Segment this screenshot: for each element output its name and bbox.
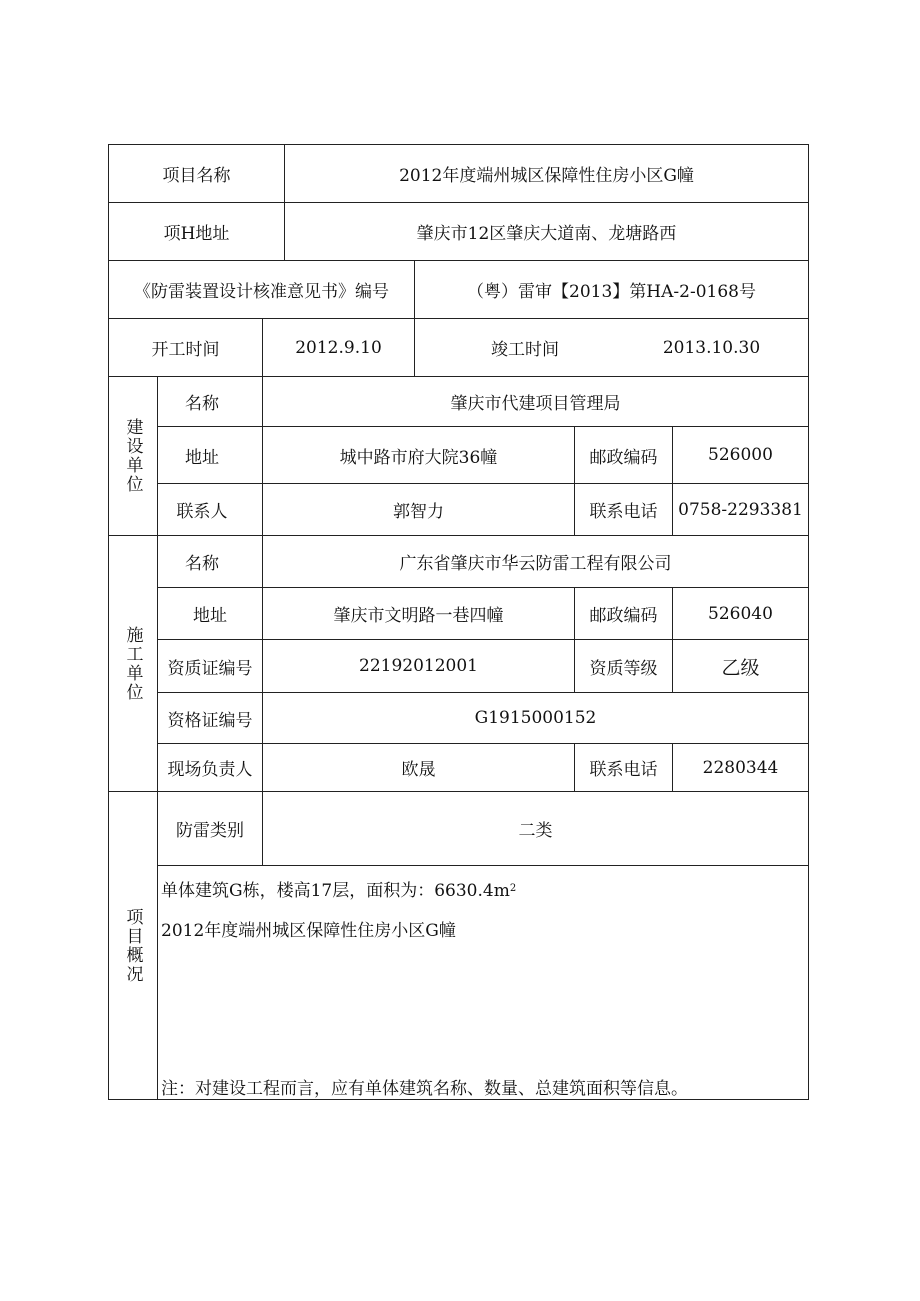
contractor-phone-value: 2280344	[702, 757, 779, 778]
area-unit-superscript: 2	[509, 882, 517, 894]
builder-phone-label: 联系电话	[589, 502, 658, 522]
project-address-label: 项H地址	[163, 224, 230, 244]
builder-phone-value: 0758-2293381	[678, 499, 803, 520]
start-date-value: 2012.9.10	[295, 337, 382, 358]
builder-postcode-value: 526000	[708, 445, 773, 465]
builder-section-text: 建设单位	[122, 418, 143, 494]
contractor-manager-label: 现场负责人	[167, 760, 253, 780]
overview-section-text: 项目概况	[122, 907, 143, 984]
contractor-section-label	[109, 536, 157, 791]
builder-contact-value: 郭智力	[393, 502, 444, 522]
builder-name-label: 名称	[185, 394, 219, 414]
contractor-name-value: 广东省肇庆市华云防雷工程有限公司	[399, 554, 672, 574]
project-name-value: 2012年度端州城区保障性住房小区G幢	[399, 166, 694, 186]
contractor-address-value: 肇庆市文明路一巷四幢	[333, 606, 504, 626]
lightning-category-value: 二类	[518, 821, 553, 841]
overview-line-2: 2012年度端州城区保障性住房小区G幢	[161, 920, 456, 941]
contractor-grade-value: 乙级	[721, 656, 760, 679]
builder-postcode-label: 邮政编码	[589, 447, 658, 468]
lightning-category-label: 防雷类别	[176, 821, 244, 841]
project-name-label: 项目名称	[162, 166, 231, 186]
contractor-cert-value: 22192012001	[359, 656, 478, 676]
contractor-postcode-label: 邮政编码	[589, 606, 658, 626]
contractor-cert-label: 资质证编号	[167, 658, 253, 679]
contractor-address-label: 地址	[193, 606, 227, 626]
contractor-phone-label: 联系电话	[589, 760, 658, 780]
finish-date-value: 2013.10.30	[662, 337, 761, 358]
opinion-number-value: （粤）雷审【2013】第HA-2-0168号	[467, 282, 756, 302]
contractor-grade-label: 资质等级	[589, 658, 658, 679]
finish-date-label: 竣工时间	[491, 340, 559, 360]
overview-line-1-text: 单体建筑G栋，楼高17层，面积为：6630.4m	[161, 880, 510, 901]
contractor-qualification-label: 资格证编号	[167, 710, 253, 731]
builder-name-value: 肇庆市代建项目管理局	[450, 394, 621, 414]
builder-address-value: 城中路市府大院36幢	[339, 447, 498, 468]
start-date-label: 开工时间	[151, 340, 220, 360]
table-rule	[808, 144, 809, 1100]
contractor-qualification-value: G1915000152	[474, 708, 597, 728]
builder-contact-label: 联系人	[176, 502, 228, 522]
contractor-section-text: 施工单位	[122, 625, 143, 702]
contractor-postcode-value: 526040	[708, 603, 773, 624]
contractor-manager-value: 欧晟	[401, 760, 436, 780]
overview-line-1	[158, 874, 798, 902]
contractor-name-label: 名称	[185, 554, 219, 574]
table-rule	[157, 865, 809, 866]
opinion-number-label: 《防雷装置设计核准意见书》编号	[134, 282, 389, 302]
project-address-value: 肇庆市12区肇庆大道南、龙塘路西	[416, 224, 677, 244]
builder-address-label: 地址	[185, 447, 219, 468]
overview-note: 注：对建设工程而言，应有单体建筑名称、数量、总建筑面积等信息。	[161, 1078, 688, 1099]
builder-section-label	[109, 377, 157, 535]
overview-section-label	[109, 792, 157, 1099]
